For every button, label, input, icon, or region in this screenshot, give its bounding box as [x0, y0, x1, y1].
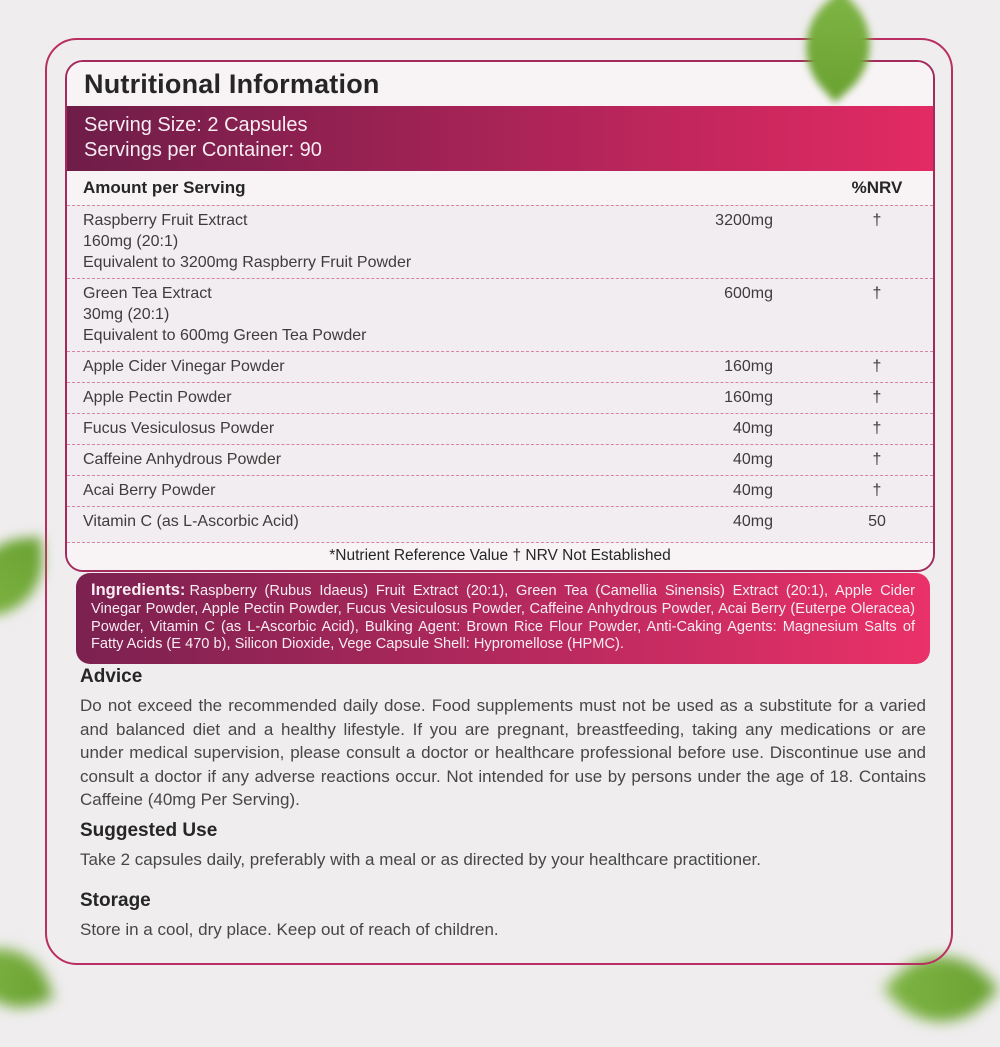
ingredient-name: Apple Cider Vinegar Powder: [83, 358, 285, 375]
advice-heading: Advice: [80, 666, 143, 687]
table-row: [67, 278, 933, 351]
ingredients-label: Ingredients:: [91, 581, 186, 599]
ingredient-nrv: 50: [868, 513, 886, 530]
serving-banner: [67, 106, 933, 171]
ingredient-amount: 160mg: [724, 358, 773, 375]
table-row: [67, 413, 933, 444]
serving-size: Serving Size: 2 Capsules: [84, 114, 308, 136]
ingredient-amount: 40mg: [732, 451, 773, 468]
ingredients-banner: [76, 573, 930, 664]
ingredient-amount: 160mg: [724, 389, 773, 406]
suggested-use-section: [80, 820, 926, 872]
nrv-footnote: *Nutrient Reference Value † NRV Not Established: [67, 542, 933, 570]
table-row: [67, 351, 933, 382]
storage-text: Store in a cool, dry place. Keep out of reach of children.: [80, 920, 499, 939]
page-title: Nutritional Information: [84, 69, 380, 99]
ingredient-name: Apple Pectin Powder: [83, 389, 232, 406]
ingredient-amount: 40mg: [732, 420, 773, 437]
ingredient-nrv: †: [872, 212, 882, 229]
suggested-use-text: Take 2 capsules daily, preferably with a meal or as directed by your healthcare practitioner.: [80, 850, 761, 869]
ingredients-text: Raspberry (Rubus Idaeus) Fruit Extract (20:1), Green Tea (Camellia Sinensis) Extract (20:1), Apple Cider Vinegar Powder, Apple Pectin Powder, Fucus Vesiculosus Powder, Caffeine Anhydrous Powder, Acai Berry (Euterpe Oleracea) Powder, Vitamin C (as L-Ascorbic Acid), Bulking Agent: Brown Rice Flour Powder, Anti-Caking Agents: Magnesium Salts of Fatty Acids (E 470 b), Silicon Dioxide, Vege Capsule Shell: Hypromellose (HPMC).: [91, 583, 915, 653]
ingredient-nrv: †: [872, 389, 882, 406]
leaf-icon: [0, 934, 54, 1021]
ingredient-name: Vitamin C (as L-Ascorbic Acid): [83, 513, 299, 530]
table-row: [67, 444, 933, 475]
header-nrv: %NRV: [851, 178, 903, 197]
ingredient-name: Green Tea Extract 30mg (20:1) Equivalent to 600mg Green Tea Powder: [83, 285, 367, 344]
ingredient-nrv: †: [872, 482, 882, 499]
ingredient-amount: 3200mg: [715, 212, 773, 229]
storage-heading: Storage: [80, 890, 151, 911]
nutrition-panel: [65, 60, 935, 572]
ingredient-nrv: †: [872, 420, 882, 437]
table-header: [67, 171, 933, 205]
header-amount-per-serving: Amount per Serving: [83, 178, 246, 197]
advice-text: Do not exceed the recommended daily dose. Food supplements must not be used as a substitute for a varied and balanced diet and a healthy lifestyle. If you are pregnant, breastfeeding, taking any medications or are under medical supervision, please consult a doctor or healthcare professional before use. Discontinue use and consult a doctor if any adverse reactions occur. Not intended for use by persons under the age of 18. Contains Caffeine (40mg Per Serving).: [80, 696, 926, 809]
ingredient-amount: 40mg: [732, 482, 773, 499]
suggested-use-heading: Suggested Use: [80, 820, 218, 841]
table-row: [67, 475, 933, 506]
ingredient-name: Acai Berry Powder: [83, 482, 216, 499]
table-row: [67, 506, 933, 537]
ingredient-name: Fucus Vesiculosus Powder: [83, 420, 275, 437]
ingredient-name: Caffeine Anhydrous Powder: [83, 451, 282, 468]
advice-section: [80, 666, 926, 812]
ingredient-amount: 600mg: [724, 285, 773, 302]
storage-section: [80, 890, 926, 942]
ingredient-nrv: †: [872, 451, 882, 468]
table-rows: [67, 205, 933, 537]
ingredient-nrv: †: [872, 358, 882, 375]
table-row: [67, 382, 933, 413]
servings-per-container: Servings per Container: 90: [84, 139, 322, 161]
leaf-icon: [0, 537, 47, 617]
ingredient-amount: 40mg: [732, 513, 773, 530]
panel-title-bar: [67, 62, 933, 106]
table-row: [67, 205, 933, 278]
ingredient-nrv: †: [872, 285, 882, 302]
ingredient-name: Raspberry Fruit Extract 160mg (20:1) Equivalent to 3200mg Raspberry Fruit Powder: [83, 212, 412, 271]
